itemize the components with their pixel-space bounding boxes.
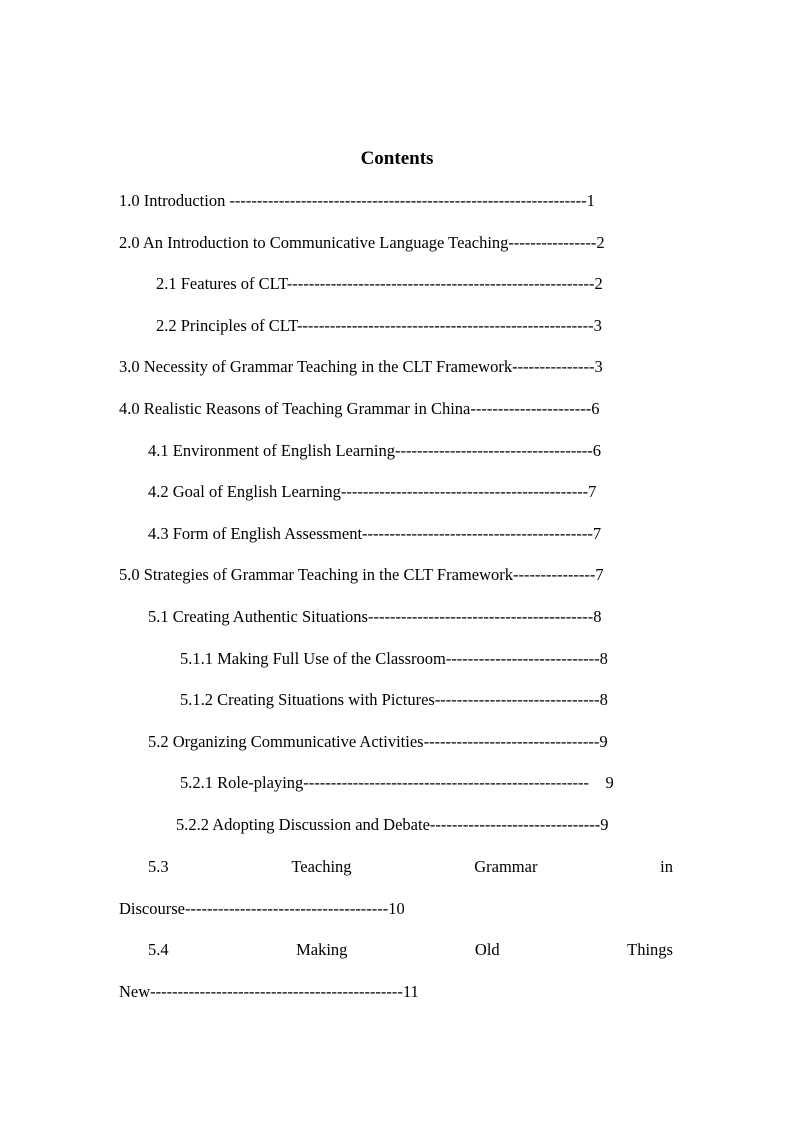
toc-entry-5-4-continuation: New----------------------------------------------11 [119,982,419,1001]
toc-word: Old [474,940,500,959]
toc-entry-5-2-1: 5.2.1 Role-playing---------------------------------------------------- 9 [180,773,614,792]
toc-entry-4-1: 4.1 Environment of English Learning------------------------------------6 [148,441,602,460]
toc-entry-4-2: 4.2 Goal of English Learning---------------------------------------------7 [148,482,597,501]
toc-word: in [660,857,673,876]
toc-word: Making [296,940,348,959]
toc-entry-4-0: 4.0 Realistic Reasons of Teaching Grammar in China----------------------6 [119,399,600,418]
toc-word: Grammar [474,857,538,876]
toc-word: Things [627,940,673,959]
toc-entry-5-3 [148,856,673,878]
contents-title: Contents [360,148,434,169]
toc-entry-5-0: 5.0 Strategies of Grammar Teaching in the CLT Framework---------------7 [119,565,604,584]
toc-word: 5.4 [148,940,169,959]
toc-entry-5-2-2: 5.2.2 Adopting Discussion and Debate-------------------------------9 [176,815,609,834]
toc-entry-5-1: 5.1 Creating Authentic Situations-----------------------------------------8 [148,607,602,626]
toc-entry-2-0: 2.0 An Introduction to Communicative Language Teaching----------------2 [119,233,605,252]
toc-entry-5-1-2: 5.1.2 Creating Situations with Pictures------------------------------8 [180,690,608,709]
toc-entry-2-1: 2.1 Features of CLT--------------------------------------------------------2 [156,274,603,293]
toc-entry-2-2: 2.2 Principles of CLT------------------------------------------------------3 [156,316,602,335]
toc-entry-4-3: 4.3 Form of English Assessment------------------------------------------7 [148,524,602,543]
toc-word: Teaching [291,857,352,876]
toc-entry-3-0: 3.0 Necessity of Grammar Teaching in the CLT Framework---------------3 [119,357,603,376]
toc-word: 5.3 [148,857,169,876]
toc-entry-5-4 [148,939,673,961]
toc-entry-5-1-1: 5.1.1 Making Full Use of the Classroom----------------------------8 [180,649,608,668]
toc-entry-5-3-continuation: Discourse-------------------------------------10 [119,899,405,918]
toc-entry-5-2: 5.2 Organizing Communicative Activities--------------------------------9 [148,732,608,751]
toc-entry-1-0: 1.0 Introduction -----------------------------------------------------------------1 [119,191,595,210]
